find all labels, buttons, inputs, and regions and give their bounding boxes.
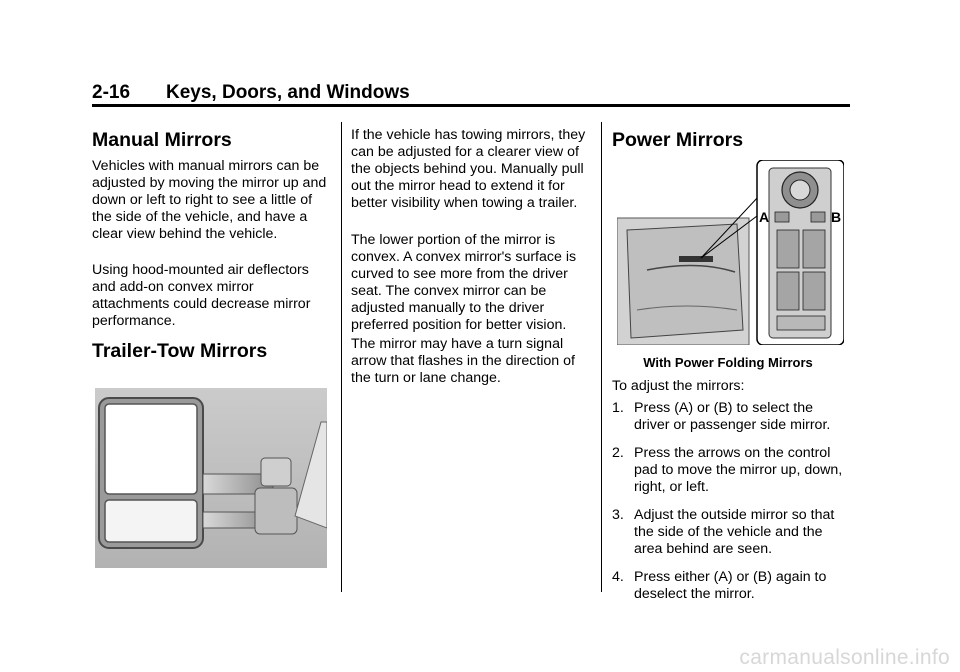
step-number: 1.: [612, 400, 624, 416]
manual-mirrors-paragraph-1: Vehicles with manual mirrors can be adjusted by moving the mirror up and down or left to right to see a little of the side of the vehicle, and have a clear view behind the vehicle.: [92, 158, 327, 242]
power-mirrors-heading: Power Mirrors: [612, 129, 744, 151]
trailer-tow-paragraph-3: The mirror may have a turn signal arrow that flashes in the direction of the turn or lane change.: [351, 336, 575, 386]
step-number: 4.: [612, 569, 624, 585]
figure-label-b: B: [831, 209, 842, 225]
step-number: 2.: [612, 445, 624, 461]
list-item: [612, 569, 852, 603]
step-number: 3.: [612, 507, 624, 523]
trailer-tow-paragraph-1: If the vehicle has towing mirrors, they can be adjusted for a clearer view of the objects behind you. Manually pull out the mirror head to extend it for better visibility when towing a trailer.: [351, 127, 586, 211]
step-text: Press (A) or (B) to select the driver or passenger side mirror.: [634, 400, 831, 433]
page-header: [92, 82, 850, 106]
header-rule: [92, 104, 850, 107]
trailer-tow-mirror-illustration: [95, 388, 327, 568]
figure-label-a: A: [759, 209, 770, 225]
list-item: [612, 445, 852, 496]
list-item: [612, 507, 852, 558]
adjust-intro: To adjust the mirrors:: [612, 378, 745, 394]
step-text: Press the arrows on the control pad to move the mirror up, down, right, or left.: [634, 445, 843, 495]
column-divider-1: [341, 122, 342, 592]
power-mirror-controls-illustration: [617, 160, 844, 345]
column-divider-2: [601, 122, 602, 592]
watermark: carmanualsonline.info: [739, 646, 950, 669]
adjust-steps-list: [612, 400, 852, 614]
list-item: [612, 400, 852, 434]
trailer-tow-mirrors-heading: Trailer-Tow Mirrors: [92, 340, 268, 362]
step-text: Adjust the outside mirror so that the side of the vehicle and the area behind are seen.: [634, 507, 835, 557]
manual-mirrors-paragraph-2: Using hood-mounted air deflectors and add-on convex mirror attachments could decrease mirror performance.: [92, 262, 311, 329]
trailer-tow-paragraph-2: The lower portion of the mirror is convex. A convex mirror's surface is curved to see more from the driver seat. The convex mirror can be adjusted manually to the driver preferred position for better vision.: [351, 232, 577, 333]
manual-mirrors-heading: Manual Mirrors: [92, 129, 232, 151]
step-text: Press either (A) or (B) again to deselect the mirror.: [634, 569, 827, 602]
page-number: 2-16: [92, 82, 131, 103]
figure-caption: With Power Folding Mirrors: [643, 355, 813, 370]
section-title: Keys, Doors, and Windows: [166, 82, 410, 103]
